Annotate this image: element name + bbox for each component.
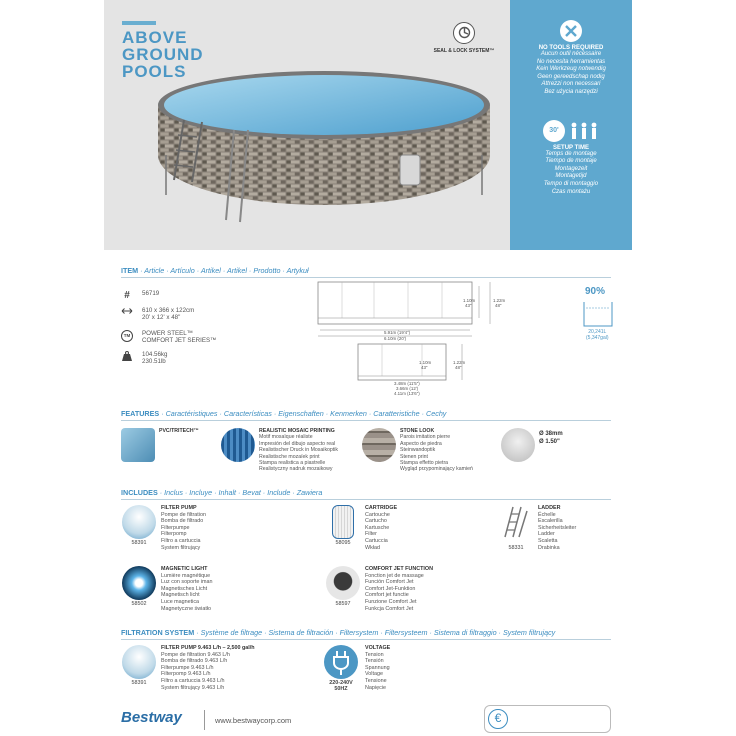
capacity-liters: 20,241L (588, 329, 607, 335)
capacity-gallons: (5,347gal) (586, 335, 609, 341)
item-series-row (121, 330, 216, 345)
item-line: Ladder (538, 531, 555, 538)
feature-pvc (121, 428, 199, 462)
item-line: Fonction jet de massage (365, 572, 424, 579)
dimension-diagram (316, 280, 512, 398)
part-code: 58095 (335, 540, 351, 546)
features-side-panel (510, 0, 632, 250)
dim-label: 3.48m (11'5") (394, 381, 420, 386)
item-title: FILTER PUMP (161, 505, 197, 511)
series-line: COMFORT JET SERIES™ (142, 337, 217, 345)
heading-translations: · Système de filtrage · Sistema de filtración · Filtersystem · Filtersysteem · Sistema di filtraggio · System filtrujący (194, 628, 556, 637)
item-line: System filtrujący 9.463 L/h (161, 684, 225, 691)
setup-heading: SETUP TIME (553, 144, 589, 151)
plug-icon (324, 645, 358, 679)
item-dimensions-row (121, 307, 194, 322)
ladder-icon (499, 505, 533, 539)
item-title: CARTRIDGE (365, 505, 398, 511)
item-line: Drabinka (538, 544, 560, 551)
no-tools-heading: NO TOOLS REQUIRED (538, 45, 604, 51)
item-line: Pompe de filtration 9.463 L/h (161, 651, 230, 658)
item-line: Filter (365, 531, 377, 538)
item-title: COMFORT JET FUNCTION (365, 566, 433, 572)
part-code: 58391 (131, 540, 147, 546)
title-accent-bar (122, 21, 156, 25)
dim-label: 1.22m (453, 360, 466, 365)
heading-translations: · Inclus · Incluye · Inhalt · Bevat · Include · Zawiera (157, 488, 323, 497)
part-code: 58331 (508, 545, 524, 551)
section-divider (121, 639, 611, 640)
item-line: Luz con soporte iman (161, 579, 213, 586)
feature-line: Wygląd przypominający kamień (400, 466, 473, 473)
item-line: Pompe de filtration (161, 511, 206, 518)
dim-label: 6.10m (20') (384, 336, 407, 341)
stone-look-icon (362, 428, 396, 462)
weight-kg: 104.56kg (142, 351, 168, 358)
title-line: GROUND (122, 45, 204, 64)
item-title: LADDER (538, 505, 561, 511)
website-link[interactable]: www.bestwaycorp.com (215, 716, 292, 725)
item-line: Función Comfort Jet (365, 579, 414, 586)
cartridge-icon (332, 505, 354, 539)
includes-section-heading (121, 488, 322, 497)
euro-icon: € (488, 709, 508, 729)
heading-translations: · Article · Artículo · Artikel · Artikel · Prodotto · Artykuł (138, 266, 309, 275)
item-line: Cartuccia (365, 537, 388, 544)
no-tools-line: No necesita herramientas (536, 58, 606, 65)
item-line: Filtro a cartuccia (161, 537, 201, 544)
capacity (586, 329, 609, 341)
part-code: 58391 (131, 680, 147, 686)
item-line: Magnetyczne światło (161, 605, 212, 612)
item-line: Spannung (365, 664, 390, 671)
filtration-pump (121, 645, 255, 691)
dimensions-imperial: 20' x 12' x 48" (142, 314, 181, 322)
mosaic-print-icon (221, 428, 255, 462)
item-line: Luce magnetica (161, 598, 200, 605)
title-line: ABOVE (122, 28, 188, 47)
item-line: Funzione Comfort Jet (365, 598, 417, 605)
setup-line: Tempo di montaggio (543, 180, 599, 187)
item-title: FILTER PUMP 9.463 L/h – 2,500 gal/h (161, 645, 255, 651)
feature-line: Ø 1.50" (539, 439, 560, 445)
no-tools-line: Bez użycia narzędzi (544, 88, 598, 95)
fill-level-icon (580, 300, 616, 328)
item-code-row (121, 290, 159, 301)
item-line: Magnetisch licht (161, 592, 200, 599)
weight-icon (121, 351, 133, 365)
top-view-outline (318, 282, 472, 324)
item-code: 56719 (142, 290, 160, 297)
section-divider (121, 277, 611, 278)
item-line: Échelle (538, 511, 556, 518)
no-tools-icon (560, 20, 582, 42)
feature-line: Aspecto de piedra (400, 440, 442, 447)
feature-line: Stenen print (400, 453, 428, 460)
feature-line: Realistischer Druck in Mosaikoptik (259, 447, 338, 454)
footer-divider (204, 710, 205, 730)
frequency-value: 50HZ (334, 686, 348, 692)
item-title: MAGNETIC LIGHT (161, 566, 208, 572)
no-tools-line: Attrezzi non necessari (541, 81, 601, 88)
feature-line: Impresión del dibujo aspecto real (259, 440, 336, 447)
item-line: Bomba de filtrado (161, 518, 204, 525)
feature-title: PVC/TRITECH™ (159, 428, 199, 434)
dimensions-arrow-icon (121, 307, 133, 318)
heading-bold: ITEM (121, 266, 139, 275)
no-tools-line: Kein Werkzeug notwendig (536, 66, 606, 73)
item-line: Comfort Jet-Funktion (365, 585, 416, 592)
setup-line: Montagezeit (554, 165, 588, 172)
item-line: Voltage (365, 671, 383, 678)
setup-line: Czas montażu (551, 188, 591, 195)
part-code: 58597 (335, 601, 351, 607)
seal-lock-badge (426, 22, 502, 54)
feature-title: Ø 38mm (539, 431, 563, 437)
include-magnetic-light (121, 566, 213, 612)
item-line: Filterpumpe (161, 524, 190, 531)
feature-line: Motif mosaïque réaliste (259, 434, 313, 441)
dim-label: 48" (495, 303, 502, 308)
filtration-section-heading (121, 628, 555, 637)
no-tools-line: Geen gereedschap nodig (537, 73, 605, 80)
trademark-icon (121, 330, 133, 342)
feature-line: Realistyczny nadruk mozaikowy (259, 466, 333, 473)
setup-line: Montagetijd (555, 173, 587, 180)
filter-pump-icon (122, 645, 156, 679)
timer-icon: 30' (543, 120, 565, 142)
people-icon (569, 122, 599, 140)
item-line: Lumière magnétique (161, 572, 211, 579)
pool-image (104, 60, 510, 250)
item-line: Kartusche (365, 524, 390, 531)
setup-line: Temps de montage (545, 150, 597, 157)
bestway-logo: Bestway (121, 709, 182, 726)
item-line: Escalerilla (538, 518, 563, 525)
side-view-outline (358, 344, 446, 380)
setup-icons (510, 120, 632, 142)
part-code: 58502 (131, 601, 147, 607)
item-line: Tensione (365, 677, 387, 684)
item-section-heading (121, 266, 309, 275)
heading-bold: FILTRATION SYSTEM (121, 628, 195, 637)
item-line: Filterpomp (161, 531, 187, 538)
feature-line: Steinwandoptik (400, 447, 436, 454)
feature-line: Stampa realistica a piastrelle (259, 460, 326, 467)
fill-percent: 90% (585, 286, 606, 297)
features-section-heading (121, 409, 446, 418)
feature-line: Stampa effetto pietra (400, 460, 449, 467)
heading-bold: FEATURES (121, 409, 160, 418)
frame-tube-icon (501, 428, 535, 462)
item-line: Scaletta (538, 537, 558, 544)
item-weight-row (121, 351, 167, 366)
dim-label: 3.66m (12') (396, 386, 419, 391)
item-line: Funkcja Comfort Jet (365, 605, 414, 612)
no-tools-line: Aucun outil nécessaire (540, 51, 602, 57)
item-line: Bomba de filtrado 9.463 L/h (161, 658, 228, 665)
magnetic-light-icon (122, 566, 156, 600)
filtration-voltage (321, 645, 390, 692)
include-cartridge (325, 505, 397, 551)
tm-badge: TM (121, 330, 133, 342)
dimensions-metric: 610 x 366 x 122cm (142, 307, 195, 314)
item-line: Filterpumpe 9.463 L/h (161, 664, 214, 671)
dim-label: 1.10m (419, 360, 432, 365)
feature-stone-look (362, 428, 473, 473)
item-line: Napięcie (365, 684, 386, 691)
dim-label: 1.10m (463, 298, 476, 303)
dim-label: 43" (465, 303, 472, 308)
heading-bold: INCLUDES (121, 488, 158, 497)
comfort-jet-icon (326, 566, 360, 600)
item-line: Tension (365, 651, 384, 658)
hero-panel (104, 0, 510, 250)
voltage-value: 220-240V (329, 680, 353, 686)
series-line: POWER STEEL™ (142, 330, 193, 337)
setup-line: Tiempo de montaje (545, 158, 597, 165)
item-line: Tensión (365, 658, 384, 665)
feature-mosaic (221, 428, 338, 473)
item-line: Sicherheitsleiter (538, 524, 577, 531)
section-divider (121, 499, 611, 500)
seal-label: SEAL & LOCK SYSTEM™ (433, 48, 495, 54)
item-line: Wkład (365, 544, 380, 551)
dim-label: 1.22m (493, 298, 506, 303)
item-line: System filtrujący (161, 544, 201, 551)
item-line: Filterpomp 9.463 L/h (161, 671, 211, 678)
dim-label: 4.11m (13'6") (394, 391, 420, 396)
feature-line: Parois imitation pierre (400, 434, 451, 441)
filter-pump-icon (122, 505, 156, 539)
item-title: VOLTAGE (365, 645, 391, 651)
title-line: POOLS (122, 62, 187, 81)
include-comfort-jet (325, 566, 433, 612)
heading-translations: · Caractéristiques · Características · Eigenschaften · Kenmerken · Caratteristiche · Cechy (159, 409, 447, 418)
item-line: Magnetisches Licht (161, 585, 208, 592)
dim-label: 5.91m (19'4") (384, 330, 411, 335)
hash-icon: # (124, 290, 130, 301)
feature-line: Realistische mozaïek print (259, 453, 320, 460)
item-line: Filtro a cartuccia 9.463 L/h (161, 677, 225, 684)
feature-frame-diameter (501, 428, 563, 462)
item-line: Cartouche (365, 511, 390, 518)
weight-lb: 230.51lb (142, 358, 166, 366)
dim-label: 48" (455, 365, 462, 370)
feature-title: STONE LOOK (400, 428, 435, 434)
item-line: Comfort jet functie (365, 592, 409, 599)
include-ladder (498, 505, 576, 551)
pvc-material-icon (121, 428, 155, 462)
feature-title: REALISTIC MOSAIC PRINTING (259, 428, 335, 434)
seal-lock-icon (453, 22, 475, 44)
include-filter-pump (121, 505, 206, 551)
section-divider (121, 420, 611, 421)
item-line: Cartucho (365, 518, 387, 525)
dim-label: 43" (421, 365, 428, 370)
